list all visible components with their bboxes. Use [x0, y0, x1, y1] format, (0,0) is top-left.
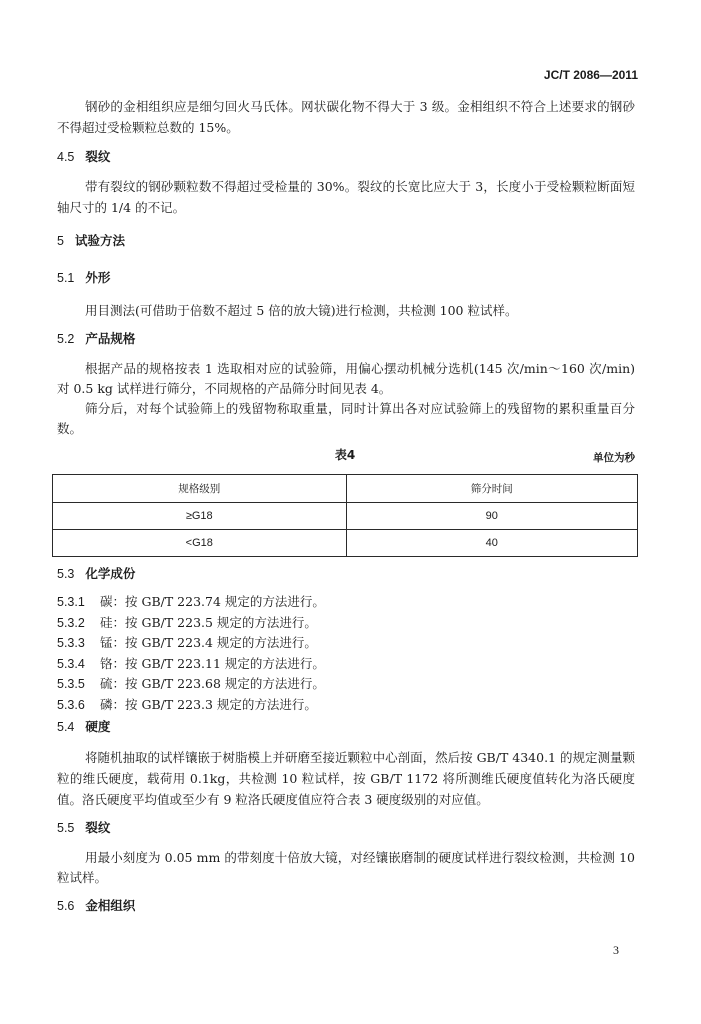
- section-5-5-paragraph: 用最小刻度为 0.05 mm 的带刻度十倍放大镜，对经镶嵌磨制的硬度试样进行裂纹检测，共检测 10 粒试样。: [57, 850, 635, 885]
- section-number: 5.1: [57, 271, 75, 285]
- section-5-4-paragraph: 将随机抽取的试样镶嵌于树脂模上并研磨至接近颗粒中心剖面，然后按 GB/T 4340.1 的规定测量颗粒的维氏硬度，载荷用 0.1kg，共检测 10 粒试样，按 GB/T 1172 将所测维氏硬度值转化为洛氏硬度值。洛氏硬度平均值或至少有 9 粒洛氏硬度值应符合表 3 硬度级别的对应值。: [57, 750, 635, 807]
- table-4-caption: 表4: [334, 448, 356, 462]
- table-row: [53, 503, 638, 530]
- table-header-row: [53, 475, 638, 503]
- item-text: 硫：按 GB/T 223.68 规定的方法进行。: [100, 676, 325, 691]
- section-title: 硬度: [85, 719, 111, 734]
- continuation-paragraph: 钢砂的金相组织应是细匀回火马氏体。网状碳化物不得大于 3 级。金相组织不符合上述要求的钢砂不得超过受检颗粒总数的 15%。: [57, 99, 635, 135]
- item-number: 5.3.5: [57, 677, 85, 691]
- column-header-sieving-time: 筛分时间: [346, 475, 638, 503]
- section-5-5-heading: [57, 818, 110, 838]
- section-number: 5.2: [57, 332, 75, 346]
- section-5-1-paragraph: 用目测法(可借助于倍数不超过 5 倍的放大镜)进行检测，共检测 100 粒试样。: [85, 303, 518, 318]
- item-text: 锰：按 GB/T 223.4 规定的方法进行。: [100, 635, 317, 650]
- table-cell-time: 90: [346, 503, 638, 530]
- section-4-5-paragraph: 带有裂纹的钢砂颗粒数不得超过受检量的 30%。裂纹的长宽比应大于 3，长度小于受检颗粒断面短轴尺寸的 1/4 的不记。: [57, 179, 635, 215]
- table-cell-grade: ≥G18: [53, 503, 347, 530]
- section-number: 4.5: [57, 150, 75, 164]
- section-5-2-paragraph-2: 筛分后，对每个试验筛上的残留物称取重量，同时计算出各对应试验筛上的残留物的累积重量百分数。: [57, 401, 635, 436]
- section-title: 外形: [85, 270, 111, 285]
- standard-number-header: JC/T 2086—2011: [543, 68, 638, 82]
- item-number: 5.3.6: [57, 697, 85, 712]
- section-5-1-heading: [57, 268, 110, 288]
- section-title: 裂纹: [85, 149, 111, 164]
- section-number: 5.5: [57, 821, 75, 835]
- section-5-heading: [57, 231, 125, 251]
- item-text: 碳：按 GB/T 223.74 规定的方法进行。: [100, 594, 325, 609]
- list-item: [57, 633, 635, 654]
- section-5-2-paragraph-1: 根据产品的规格按表 1 选取相对应的试验筛，用偏心摆动机械分选机(145 次/min～160 次/min)对 0.5 kg 试样进行筛分，不同规格的产品筛分时间见表 4。: [57, 361, 635, 396]
- list-item: [57, 592, 635, 613]
- item-number: 5.3.4: [57, 656, 85, 671]
- section-5-4-heading: [57, 717, 110, 737]
- column-header-grade: 规格级别: [53, 475, 347, 503]
- chemical-composition-list: [57, 592, 635, 715]
- table-4-unit-note: 单位为秒: [593, 452, 635, 464]
- section-number: 5.3: [57, 567, 75, 581]
- section-5-2-heading: [57, 329, 135, 349]
- section-title: 化学成份: [85, 566, 136, 581]
- section-title: 试验方法: [74, 233, 125, 248]
- item-number: 5.3.2: [57, 615, 85, 630]
- list-item: [57, 674, 635, 695]
- section-number: 5: [57, 234, 64, 248]
- table-cell-grade: <G18: [53, 530, 347, 557]
- section-title: 裂纹: [85, 820, 111, 835]
- item-number: 5.3.3: [57, 636, 85, 650]
- section-number: 5.4: [57, 720, 75, 734]
- page-number: 3: [613, 943, 619, 957]
- item-text: 铬：按 GB/T 223.11 规定的方法进行。: [100, 655, 325, 671]
- section-5-6-heading: [57, 896, 135, 916]
- list-item: [57, 654, 635, 675]
- table-4: [52, 474, 638, 557]
- section-title: 产品规格: [85, 331, 136, 346]
- section-number: 5.6: [57, 899, 75, 913]
- item-number: 5.3.1: [57, 595, 85, 609]
- list-item: [57, 613, 635, 634]
- item-text: 硅：按 GB/T 223.5 规定的方法进行。: [100, 614, 317, 630]
- item-text: 磷：按 GB/T 223.3 规定的方法进行。: [100, 696, 317, 712]
- table-row: [53, 530, 638, 557]
- section-4-5-heading: [57, 147, 110, 167]
- section-title: 金相组织: [85, 898, 136, 913]
- list-item: [57, 695, 635, 716]
- table-cell-time: 40: [346, 530, 638, 557]
- section-5-3-heading: [57, 564, 135, 584]
